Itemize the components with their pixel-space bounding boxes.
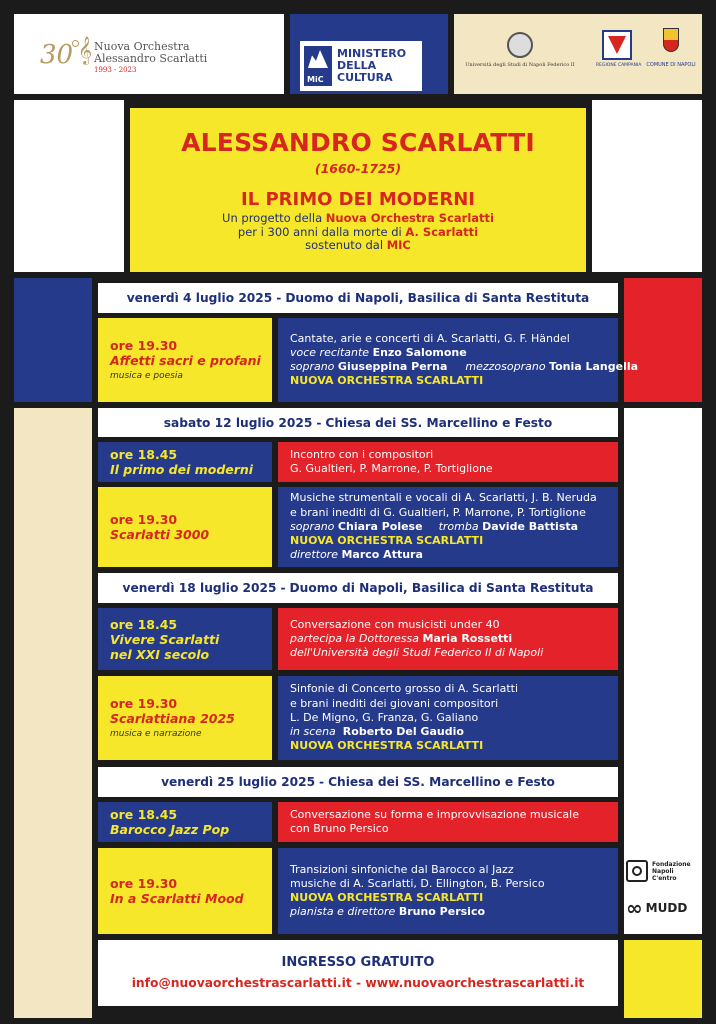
event-time: ore 19.30 [110,512,178,527]
detail-line: con Bruno Persico [290,822,389,835]
composer-name: ALESSANDRO SCARLATTI [181,128,535,157]
university-seal-icon [507,32,533,58]
event-subtitle: musica e poesia [110,370,183,381]
ministry-name-line3: CULTURA [337,71,393,84]
event-subtitle: musica e narrazione [110,728,202,739]
detail-line: Conversazione con musicisti under 40 [290,617,500,631]
day-date: sabato 12 luglio 2025 [163,415,313,430]
deco-block-blue-left [14,278,92,402]
project-line3: sostenuto dal MIC [305,238,411,252]
footer-panel [98,940,618,1006]
orchestra-credit: NUOVA ORCHESTRA SCARLATTI [290,534,484,548]
detail-line: dell'Università degli Studi Federico II di Napoli [290,646,544,660]
event-3-2-time [98,676,272,760]
event-1-1-time [98,318,272,402]
detail-line: L. De Migno, G. Franza, G. Galiano [290,710,479,724]
ministry-name-line1: MINISTERO [337,47,407,60]
event-time: ore 18.45 [110,807,178,822]
project-line2: per i 300 anni dalla morte di A. Scarlatti [237,224,479,239]
deco-block-red-right [624,278,702,402]
event-name: Affetti sacri e profani [110,352,261,368]
treble-clef-icon: 𝄞 [78,36,93,64]
fondazione-logo-icon [626,860,648,882]
event-3-2-details [278,676,618,760]
fondazione-name-line3: C'entro [652,874,677,882]
region-name: REGIONE CAMPANIA [596,63,642,68]
university-logo [460,32,580,68]
event-name: Il primo dei moderni [110,462,254,477]
detail-line: soprano Giuseppina Perna mezzosoprano Tonia Langella [290,360,639,373]
event-time: ore 18.45 [110,447,178,462]
day-date: venerdì 25 luglio 2025 [161,775,316,789]
anniversary-number: 30 [40,40,74,70]
day-venue: Duomo di Napoli, Basilica di Santa Restituta [289,581,594,595]
detail-line: Sinfonie di Concerto grosso di A. Scarlatti [290,682,519,696]
region-emblem-icon [602,30,632,60]
detail-line: voce recitante Enzo Salomone [290,345,467,359]
detail-line: partecipa la Dottoressa Maria Rossetti [290,631,513,645]
event-time: ore 18.45 [110,616,178,632]
day-venue: Chiesa dei SS. Marcellino e Festo [328,775,555,789]
detail-line: G. Gualtieri, P. Marrone, P. Tortiglione [290,462,493,475]
university-name: Università degli Studi di Napoli Federico II [465,62,575,68]
event-2-1-details [278,442,618,482]
sponsor-mudd [626,898,700,918]
ministry-name [337,48,406,84]
mic-mark [304,46,332,86]
day-header-4: venerdì 25 luglio 2025 - Chiesa dei SS. Marcellino e Festo [98,767,618,797]
orchestra-years: 1993 - 2023 [94,66,137,74]
event-name: In a Scarlatti Mood [110,891,244,906]
detail-line: pianista e direttore Bruno Persico [290,905,486,919]
contact-links[interactable]: info@nuovaorchestrascarlatti.it - www.nuovaorchestrascarlatti.it [131,976,585,990]
event-time: ore 19.30 [110,695,178,711]
ministry-logo [300,41,422,91]
orchestra-name-line1: Nuova Orchestra [94,40,190,53]
composer-dates: (1660-1725) [314,161,402,176]
detail-line: musiche di A. Scarlatti, D. Ellington, B. Persico [290,876,545,890]
detail-line: Transizioni sinfoniche dal Barocco al Jazz [290,862,514,876]
anniversary-mark [40,36,93,78]
ministry-name-line2: DELLA [337,59,377,72]
event-name: Scarlatti 3000 [110,527,210,542]
detail-line: e brani inediti di G. Gualtieri, P. Marrone, P. Tortiglione [290,505,586,519]
detail-line: Cantate, arie e concerti di A. Scarlatti, G. F. Händel [290,331,570,345]
event-3-1-time [98,608,272,670]
ministry-panel [290,14,448,94]
detail-line: Incontro con i compositori [290,447,434,461]
event-1-1-details [278,318,639,402]
event-4-2-details [278,848,618,934]
project-line1: Un progetto della Nuova Orchestra Scarlatti [222,211,494,225]
event-name: Vivere Scarlatti [110,631,220,647]
event-4-1-time [98,802,272,842]
event-name-line2: nel XXI secolo [110,646,210,662]
detail-line: e brani inediti dei giovani compositori [290,696,499,710]
infinity-icon: ∞ [626,896,643,920]
event-name: Barocco Jazz Pop [110,822,230,837]
orchestra-credit: NUOVA ORCHESTRA SCARLATTI [290,739,484,753]
detail-line: Musiche strumentali e vocali di A. Scarlatti, J. B. Neruda [290,491,597,505]
event-2-2-details [278,487,618,567]
event-time: ore 19.30 [110,876,178,891]
orchestra-logo-panel [14,14,284,94]
event-3-1-details [278,608,618,670]
orchestra-name [94,41,207,75]
mic-abbr: MiC [307,75,324,84]
deco-block-white-right-tall [624,408,702,934]
event-name: Scarlattiana 2025 [110,710,235,726]
ministry-emblem-icon [308,50,328,68]
partners-panel [454,14,702,94]
deco-block-white-right [592,100,702,272]
detail-line: Conversazione su forma e improvvisazione musicale [290,807,579,821]
mudd-name: MUDD [645,901,688,915]
day-date: venerdì 4 luglio 2025 [126,291,273,305]
orchestra-credit: NUOVA ORCHESTRA SCARLATTI [290,891,484,904]
city-logo [646,28,696,68]
event-time: ore 19.30 [110,337,178,353]
day-date: venerdì 18 luglio 2025 [122,581,277,595]
sponsor-fondazione [626,860,700,882]
day-header-2: sabato 12 luglio 2025 - Chiesa dei SS. Marcellino e Festo [98,408,618,437]
day-venue: Chiesa dei SS. Marcellino e Festo [325,415,553,430]
event-2-1-time [98,442,272,482]
event-2-2-time [98,487,272,567]
day-header-3: venerdì 18 luglio 2025 - Duomo di Napoli, Basilica di Santa Restituta [98,573,618,603]
orchestra-name-line2: Alessandro Scarlatti [94,52,208,65]
orchestra-logo [40,38,207,78]
city-crest-icon [663,28,679,52]
day-header-1: venerdì 4 luglio 2025 - Duomo di Napoli, Basilica di Santa Restituta [98,283,618,313]
region-logo [596,30,642,68]
title-panel [130,108,586,272]
detail-line: direttore Marco Attura [290,548,423,562]
festival-subtitle: IL PRIMO DEI MODERNI [241,189,475,210]
detail-line: soprano Chiara Polese tromba Davide Battista [290,519,579,533]
orchestra-credit: NUOVA ORCHESTRA SCARLATTI [290,374,484,388]
event-4-1-details [278,802,618,842]
fondazione-name-line1: Fondazione [652,860,691,868]
deco-block-yellow-right [624,940,702,1018]
free-entry-label: INGRESSO GRATUITO [281,955,435,970]
city-name: COMUNE DI NAPOLI [646,62,696,68]
deco-block-beige-left [14,408,92,1018]
event-4-2-time [98,848,272,934]
deco-block-white-left [14,100,124,272]
detail-line: in scena Roberto Del Gaudio [290,725,464,739]
day-venue: Duomo di Napoli, Basilica di Santa Restituta [285,291,590,305]
fondazione-name-line2: Napoli [652,867,674,875]
